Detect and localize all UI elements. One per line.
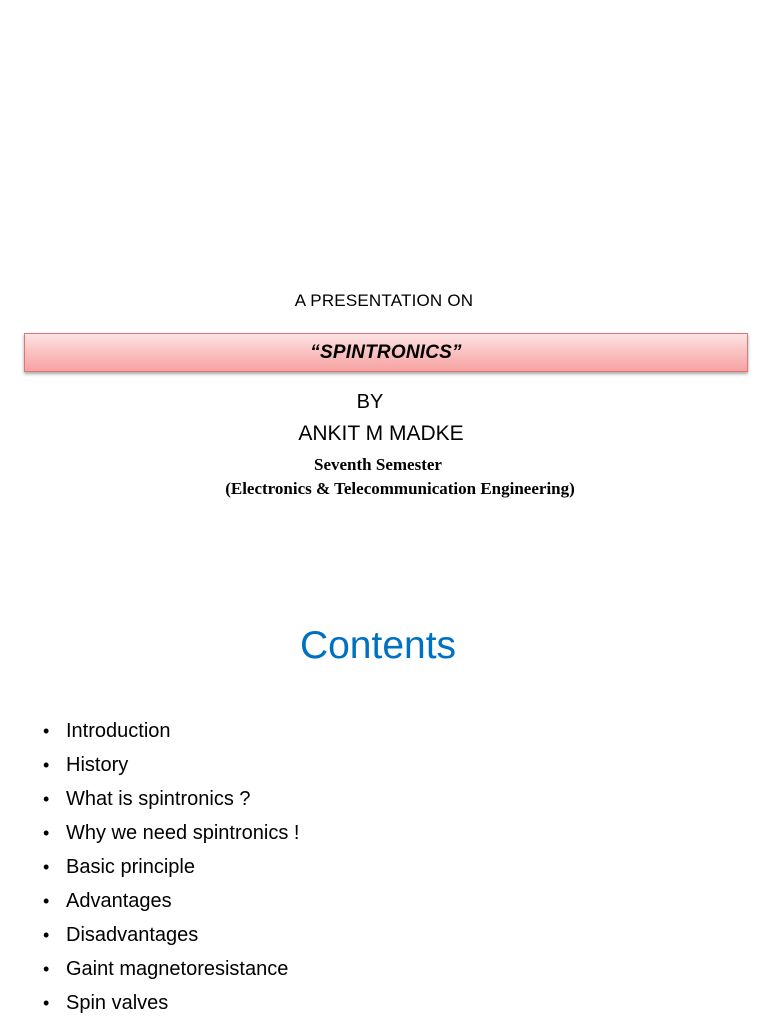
- presentation-intro: A PRESENTATION ON: [294, 291, 474, 310]
- list-item-label: Disadvantages: [66, 923, 199, 946]
- list-item-label: Basic principle: [66, 855, 195, 878]
- bullet-icon: •: [43, 856, 50, 877]
- department-label: (Electronics & Telecommunication Engineering): [225, 479, 575, 498]
- bullet-icon: •: [43, 754, 50, 775]
- semester-label: Seventh Semester: [314, 455, 442, 474]
- list-item: [43, 782, 299, 816]
- list-item-label: What is spintronics ?: [66, 787, 251, 810]
- by-label: BY: [356, 391, 384, 413]
- list-item: [43, 884, 299, 918]
- author-name: ANKIT M MADKE: [298, 422, 464, 445]
- contents-heading: Contents: [299, 624, 457, 667]
- list-item: [43, 714, 299, 748]
- list-item-label: Advantages: [66, 889, 172, 912]
- bullet-icon: •: [43, 822, 50, 843]
- list-item-label: Why we need spintronics !: [66, 821, 300, 844]
- list-item: [43, 952, 299, 986]
- list-item: [43, 986, 299, 1020]
- bullet-icon: •: [43, 958, 50, 979]
- list-item-label: History: [66, 753, 129, 776]
- bullet-icon: •: [43, 992, 50, 1013]
- list-item-label: Spin valves: [66, 991, 169, 1014]
- list-item-label: Introduction: [66, 719, 171, 742]
- list-item: [43, 850, 299, 884]
- presentation-title: “SPINTRONICS”: [310, 341, 462, 363]
- list-item: [43, 816, 299, 850]
- bullet-icon: •: [43, 890, 50, 911]
- bullet-icon: •: [43, 720, 50, 741]
- bullet-icon: •: [43, 788, 50, 809]
- contents-list: [43, 714, 299, 1020]
- list-item: [43, 748, 299, 782]
- contents-slide: [0, 576, 768, 1024]
- title-banner: [24, 333, 748, 372]
- list-item-label: Gaint magnetoresistance: [66, 957, 289, 980]
- bullet-icon: •: [43, 924, 50, 945]
- list-item: [43, 918, 299, 952]
